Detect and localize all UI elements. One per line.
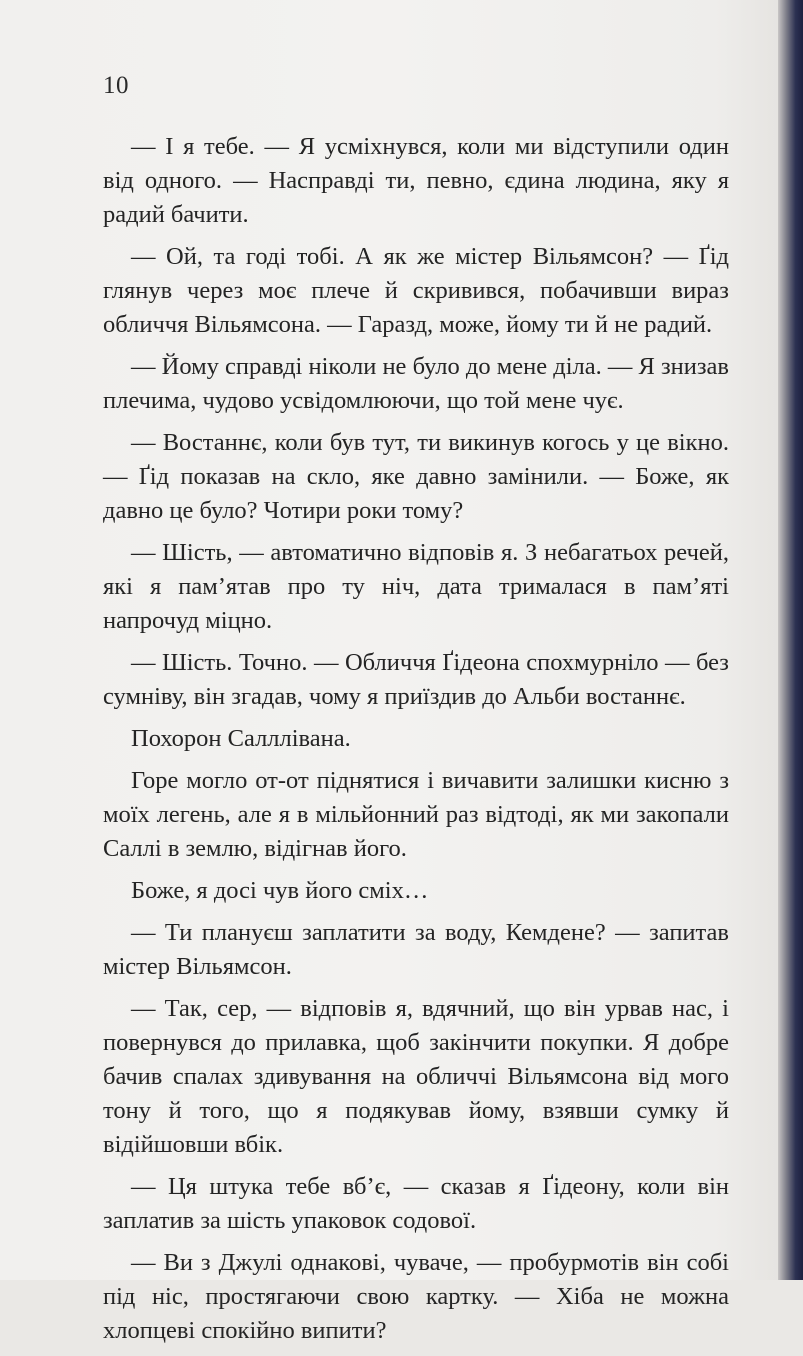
body-text <box>103 130 729 1356</box>
paragraph: — Ой, та годі тобі. А як же містер Вільямсон? — Ґід глянув через моє плече й скривився, побачивши вираз обличчя Вільямсона. — Гаразд, може, йому ти й не радий. <box>103 243 729 338</box>
paragraph: — Ти плануєш заплатити за воду, Кемдене? — запитав містер Вільямсон. <box>103 919 729 980</box>
paragraph: — Йому справді ніколи не було до мене діла. — Я знизав плечима, чудово усвідомлюючи, що той мене чує. <box>103 353 729 414</box>
paragraph: — І я тебе. — Я усміхнувся, коли ми відступили один від одного. — Насправді ти, певно, єдина людина, яку я радий бачити. <box>103 133 729 228</box>
paragraph: — Шість. Точно. — Обличчя Ґідеона спохмурніло — без сумніву, він згадав, чому я приїздив до Альби востаннє. <box>103 649 729 710</box>
book-edge <box>778 0 803 1280</box>
paragraph: — Так, сер, — відповів я, вдячний, що він урвав нас, і повернувся до прилавка, щоб закінчити покупки. Я добре бачив спалах здивування на обличчі Вільямсона від мого тону й того, що я подякував йому, взявши сумку й відійшовши вбік. <box>103 995 729 1158</box>
paragraph: — Ця штука тебе вб’є, — сказав я Ґідеону, коли він заплатив за шість упаковок содової. <box>103 1173 729 1234</box>
paragraph: — Ви з Джулі однакові, чуваче, — пробурмотів він собі під ніс, простягаючи свою картку. — Хіба не можна хлопцеві спокійно випити? <box>103 1249 729 1344</box>
paragraph: Похорон Салллівана. <box>131 725 351 752</box>
page-number: 10 <box>103 72 129 99</box>
paragraph: Горе могло от-от піднятися і вичавити залишки кисню з моїх легень, але я в мільйонний раз відтоді, як ми закопали Саллі в землю, відігнав його. <box>103 767 729 862</box>
paragraph: — Шість, — автоматично відповів я. З небагатьох речей, які я пам’ятав про ту ніч, дата трималася в пам’яті напрочуд міцно. <box>103 539 729 634</box>
paragraph: — Востаннє, коли був тут, ти викинув когось у це вікно. — Ґід показав на скло, яке давно замінили. — Боже, як давно це було? Чотири роки тому? <box>103 429 729 524</box>
paragraph: Боже, я досі чув його сміх… <box>131 877 429 904</box>
